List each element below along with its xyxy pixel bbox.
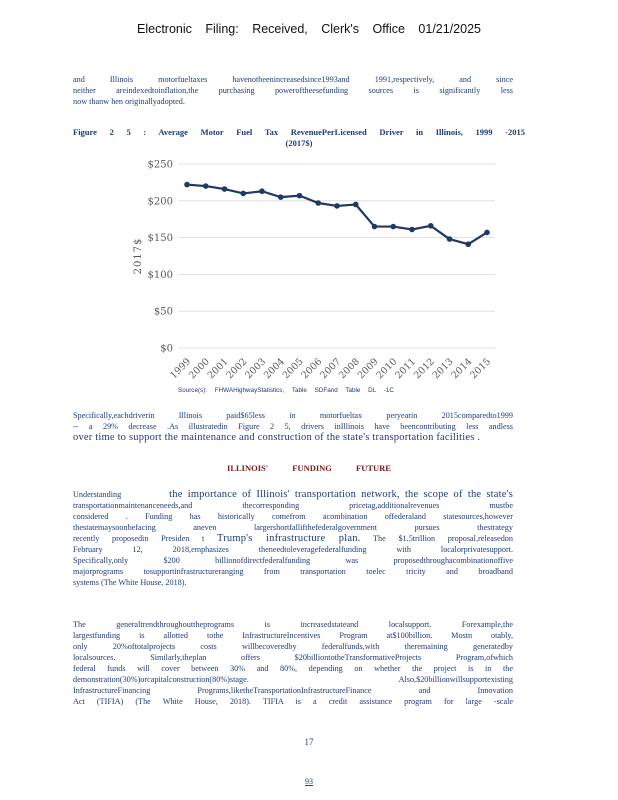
para-line: Specifically,only $200 billionofdirectfederalfunding was proposedthroughacombinationoffive	[73, 556, 513, 565]
para-text: recently proposedin Presiden t	[73, 534, 205, 543]
para-text-large: Trump's infrastructure plan.	[216, 533, 361, 544]
data-point	[259, 188, 265, 194]
para-line: over time to support the maintenance and construction of the state's transportation facilities .	[73, 432, 481, 443]
data-point	[428, 223, 434, 229]
x-tick-label: 2004	[261, 356, 287, 382]
para-line	[73, 533, 513, 544]
data-point	[372, 224, 378, 230]
y-tick-label: $200	[147, 196, 173, 208]
paragraph-general-trend	[73, 619, 513, 707]
data-point	[447, 236, 453, 242]
data-point	[484, 230, 490, 236]
para-line: The generaltrendthroughouttheprograms is increasedstateand localsupport. Forexample,the	[73, 620, 513, 629]
x-tick-label: 2000	[186, 356, 212, 382]
document-page-id: 93	[305, 777, 313, 786]
para-line: largestfunding is allotted tothe InfrastructureIncentives Program at$100billion. Mostn otably,	[73, 631, 513, 640]
x-tick-label: 2006	[299, 356, 325, 382]
x-tick-label: 2013	[430, 356, 456, 382]
intro-line: and Illinois motorfueltaxes havenotbeenincreasedsince1993and 1991,respectively, and since	[73, 75, 513, 84]
x-tick-label: 2010	[374, 356, 400, 382]
x-tick-label: 2009	[355, 356, 381, 382]
para-line: only 20%oftotalprojects costs willbecoveredby federalfunds,with theremaining generatedby	[73, 642, 513, 651]
x-tick-label: 1999	[168, 356, 194, 382]
y-axis-label: 2017$	[133, 237, 144, 275]
x-tick-label: 2015	[468, 356, 494, 382]
x-tick-label: 2007	[318, 356, 344, 382]
para-line: considered . Funding has historically comefrom acombination offederaland statesources,however	[73, 512, 513, 521]
x-tick-label: 2012	[411, 356, 437, 382]
para-line: -- a 29% decrease .As illustratedin Figure 2 5, drivers inIllinois have beencontributing less andless	[73, 422, 513, 431]
para-line: transportationmaintenanceneeds,and thecorresponding pricetag,additionalrevenues mustbe	[73, 501, 513, 510]
paragraph-specifically	[73, 410, 513, 443]
y-tick-label: $100	[147, 269, 173, 281]
data-point	[222, 186, 228, 192]
x-tick-label: 2002	[224, 356, 250, 382]
x-tick-label: 2003	[243, 356, 269, 382]
y-tick-label: $50	[153, 306, 173, 318]
data-point	[184, 182, 190, 188]
y-tick-label: $150	[147, 233, 173, 245]
para-line: systems (The White House, 2018).	[73, 578, 187, 587]
intro-line: neither areindexedtoinflation,the purchasing poweroftheesefunding sources is significantly less	[73, 86, 513, 95]
para-line: federal funds will cover between 30% and 80%, depending on whether the project is in the	[73, 664, 513, 673]
data-point	[240, 191, 246, 197]
chart	[127, 152, 505, 384]
para-line: majorprograms tosupportinfrastructureranging from transportation toelec tricity and broadband	[73, 567, 513, 576]
series-line	[187, 185, 487, 245]
figure-caption-title: Figure 2 5 : Average Motor Fuel Tax RevenuePerLicensed Driver in Illinois, 1999 -2015	[73, 127, 525, 137]
para-line: InfrastructureFinancing Programs,liketheTransportationInfrastructureFinance and Innovation	[73, 686, 513, 695]
para-text-large: the importance of Illinois' transportation network, the scope of the state's	[169, 489, 514, 500]
para-text: Understanding	[73, 490, 122, 499]
y-tick-label: $250	[147, 159, 173, 171]
intro-paragraph	[73, 74, 513, 107]
paragraph-understanding	[73, 489, 513, 588]
y-tick-label: $0	[160, 343, 173, 355]
para-line: thestatemaysoonbefacing aneven largershortfallifthefederalgovernment pursues thestrategy	[73, 523, 513, 532]
data-point	[203, 183, 209, 189]
data-point	[334, 203, 340, 209]
x-tick-label: 2011	[393, 356, 419, 382]
para-line: Act (TIFIA) (The White House, 2018). TIFIA is a credit assistance program for large -scale	[73, 697, 513, 706]
line-chart-svg	[127, 152, 505, 384]
filing-header: Electronic Filing: Received, Clerk's Office 01/21/2025	[137, 22, 481, 36]
page-number: 17	[304, 737, 314, 747]
x-tick-label: 2005	[280, 356, 306, 382]
data-point	[409, 227, 415, 233]
para-line: localsources. Similarly,theplan offers $20billiontotheTransformativeProjects Program,ofwhich	[73, 653, 513, 662]
data-point	[465, 241, 471, 247]
intro-line: now thanw hen originallyadopted.	[73, 97, 185, 106]
para-line: demonstration(30%)orcapitalconstruction(80%)stage. Also,$20billionwillsupportexisting	[73, 675, 513, 684]
para-line	[73, 489, 513, 500]
x-tick-label: 2014	[449, 356, 475, 382]
data-point	[315, 200, 321, 206]
x-tick-label: 2008	[336, 356, 362, 382]
figure-source: Source(s): FHWAHighwayStatistics, Table SDFand Table DL -1C	[178, 387, 394, 394]
section-title: ILLINOIS' FUNDING FUTURE	[227, 463, 391, 473]
x-tick-label: 2001	[205, 356, 231, 382]
figure-caption-units: (2017$)	[285, 138, 313, 148]
data-point	[353, 202, 359, 208]
figure-caption	[73, 127, 525, 149]
para-line: February 12, 2018,emphasizes theneedtoleveragefederalfunding with localorprivatesupport.	[73, 545, 513, 554]
data-point	[278, 194, 284, 200]
para-line: Specifically,eachdriverin Illinois paid$65less in motorfueltax peryearin 2015comparedto1999	[73, 411, 513, 420]
data-point	[297, 193, 303, 199]
data-point	[390, 224, 396, 230]
para-text: The $1.5trillion proposal,releasedon	[373, 534, 513, 543]
